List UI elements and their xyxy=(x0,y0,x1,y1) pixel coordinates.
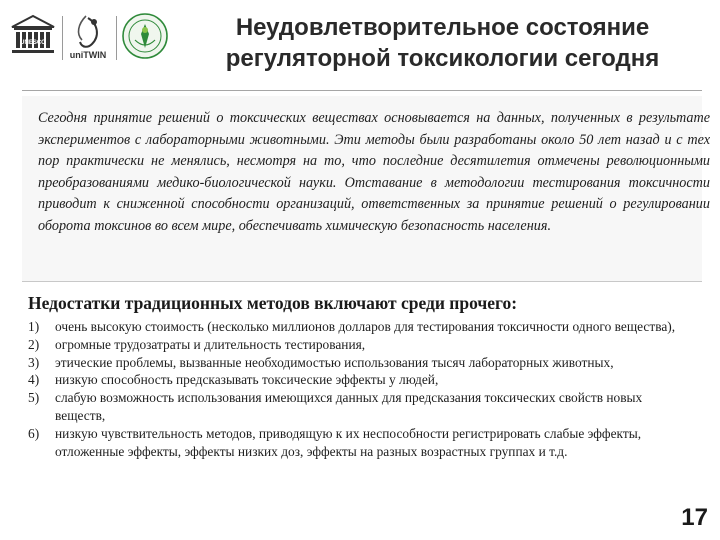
unesco-logo xyxy=(10,14,56,58)
list-item xyxy=(28,336,678,354)
unesco-logo-text: UNESCO xyxy=(20,40,46,46)
university-emblem xyxy=(120,10,170,62)
list-item-text: слабую возможность использования имеющихся данных для предсказания токсических свойств новых веществ, xyxy=(55,390,643,423)
list-item xyxy=(28,371,678,389)
list-item-text: низкую способность предсказывать токсические эффекты у людей, xyxy=(55,372,439,388)
logo-bar xyxy=(8,8,168,68)
list-item-text: очень высокую стоимость (несколько миллионов долларов для тестирования токсичности одного вещества), xyxy=(55,319,676,334)
page-number: 17 xyxy=(681,504,708,531)
list-item xyxy=(28,318,678,336)
unitwin-logo-text: uniTWIN xyxy=(69,50,107,60)
list-item-text: низкую чувствительность методов, приводящую к их неспособности регистрировать слабые эффекты, отложенные эффекты, эффекты низких доз, эффекты на разных возрастных группах и т.д. xyxy=(55,425,642,459)
list-item xyxy=(28,389,678,425)
section-heading: Недостатки традиционных методов включают среди прочего: xyxy=(28,293,518,313)
list-item xyxy=(28,425,678,461)
list-item xyxy=(28,354,678,372)
unitwin-logo xyxy=(64,12,112,62)
list-item-number: 6) xyxy=(28,425,40,441)
list-item-number: 5) xyxy=(28,390,40,406)
list-item-number: 3) xyxy=(28,354,40,370)
logo-divider xyxy=(62,16,63,60)
logo-divider xyxy=(116,16,117,60)
title-divider xyxy=(22,90,702,91)
list-item-number: 4) xyxy=(28,372,40,388)
list-item-text: этические проблемы, вызванные необходимостью использования тысяч лабораторных животных, xyxy=(55,354,614,370)
list-item-number: 2) xyxy=(28,336,40,352)
page-title-line: Неудовлетворительное состояние xyxy=(235,14,650,41)
intro-paragraph: Сегодня принятие решений о токсических веществах основывается на данных, полученных в результате экспериментов с лабораторными животными. Эти методы были разработаны около 50 лет назад и с тех пор практически не менялись, несмотря на то, что последние десятилетия отмечены революционными преобразованиями медико-биологической науки. Отставание в методологии тестирования токсичности приводит к сниженной способности организаций, ответственных за принятие решений о регулировании оборота токсинов во всем мире, обеспечивать химическую безопасность населения. xyxy=(38,110,710,234)
page-title-line: регуляторной токсикологии сегодня xyxy=(225,45,660,72)
page-title xyxy=(170,12,715,74)
drawbacks-list xyxy=(28,318,678,460)
list-item-text: огромные трудозатраты и длительность тестирования, xyxy=(55,336,366,352)
list-item-number: 1) xyxy=(28,319,40,334)
